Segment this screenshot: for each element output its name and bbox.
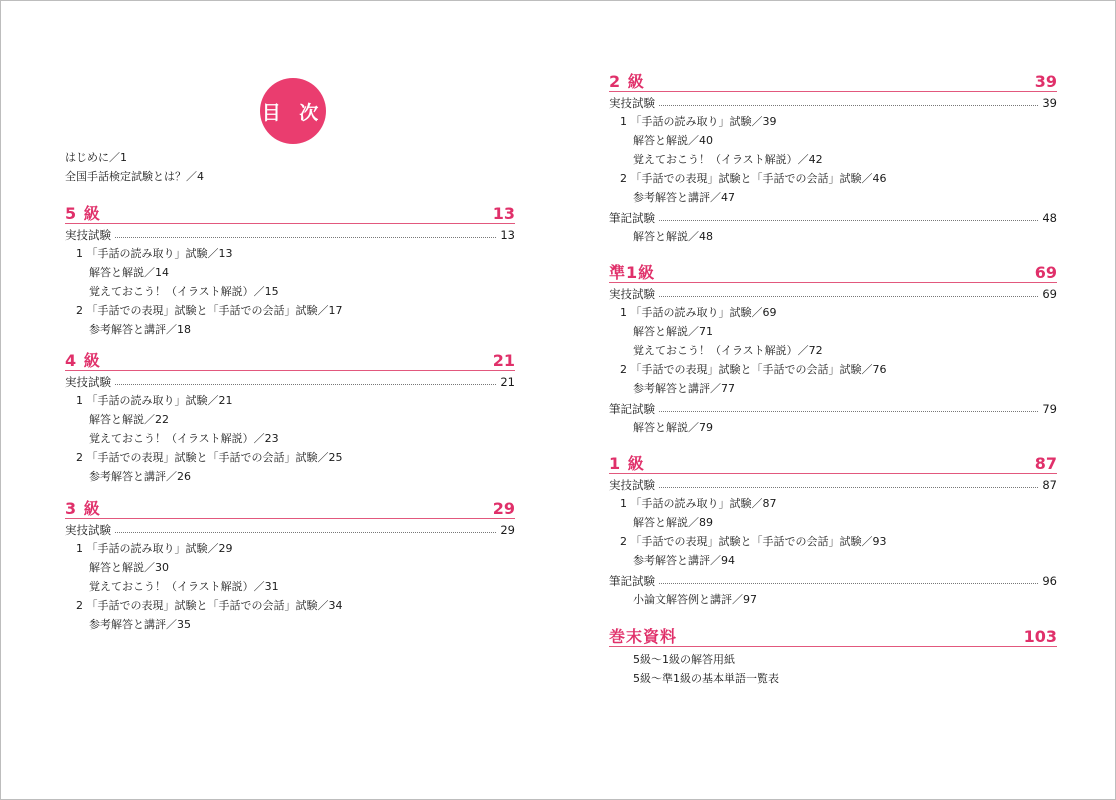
section-grade-1 <box>609 453 1057 609</box>
subsection-page: 79 <box>1042 401 1057 416</box>
subsection-page: 69 <box>1042 286 1057 301</box>
toc-entry[interactable]: 覚えておこう！（イラスト解説）／42 <box>633 153 823 166</box>
leader-dots <box>115 237 496 238</box>
subsection-written[interactable] <box>609 208 1057 227</box>
section-heading[interactable] <box>65 203 515 224</box>
section-heading[interactable] <box>609 453 1057 474</box>
subsection-page: 21 <box>500 374 515 389</box>
subsection-label: 実技試験 <box>65 227 111 242</box>
toc-entry[interactable]: 参考解答と講評／47 <box>633 191 735 204</box>
leader-dots <box>659 411 1038 412</box>
toc-entry[interactable]: 2 「手話での表現」試験と「手話での会話」試験／76 <box>620 363 887 376</box>
leader-dots <box>115 532 496 533</box>
subsection-page: 29 <box>500 522 515 537</box>
subsection-page: 96 <box>1042 573 1057 588</box>
toc-entry[interactable]: 覚えておこう！（イラスト解説）／31 <box>89 580 279 593</box>
section-grade-4 <box>65 350 515 486</box>
toc-entry[interactable]: 参考解答と講評／77 <box>633 382 735 395</box>
subsection-page: 48 <box>1042 210 1057 225</box>
toc-entry[interactable]: 5級〜準1級の基本単語一覧表 <box>633 672 779 685</box>
toc-entry[interactable]: 1 「手話の読み取り」試験／39 <box>620 115 777 128</box>
intro-item-2[interactable]: 全国手話検定試験とは？／4 <box>65 170 204 183</box>
section-heading[interactable] <box>65 498 515 519</box>
subsection-written[interactable] <box>609 571 1057 590</box>
section-heading[interactable] <box>609 626 1057 647</box>
intro-item-1[interactable]: はじめに／1 <box>65 151 127 164</box>
section-page: 69 <box>1034 263 1057 282</box>
toc-entry[interactable]: 2 「手話での表現」試験と「手話での会話」試験／25 <box>76 451 343 464</box>
toc-entry[interactable]: 小論文解答例と講評／97 <box>633 593 757 606</box>
section-page: 13 <box>492 204 515 223</box>
leader-dots <box>659 220 1038 221</box>
section-heading[interactable] <box>609 262 1057 283</box>
toc-title-badge: 目 次 <box>260 78 326 144</box>
subsection-practical[interactable] <box>65 225 515 244</box>
toc-entry[interactable]: 1 「手話の読み取り」試験／29 <box>76 542 233 555</box>
toc-entry[interactable]: 2 「手話での表現」試験と「手話での会話」試験／34 <box>76 599 343 612</box>
leader-dots <box>659 296 1038 297</box>
subsection-practical[interactable] <box>609 93 1057 112</box>
section-title: 2 級 <box>609 72 645 91</box>
toc-entry[interactable]: 5級〜1級の解答用紙 <box>633 653 735 666</box>
toc-entry[interactable]: 解答と解説／30 <box>89 561 169 574</box>
subsection-label: 実技試験 <box>609 286 655 301</box>
toc-entry[interactable]: 2 「手話での表現」試験と「手話での会話」試験／93 <box>620 535 887 548</box>
section-grade-5 <box>65 203 515 339</box>
leader-dots <box>659 583 1038 584</box>
leader-dots <box>115 384 496 385</box>
section-heading[interactable] <box>65 350 515 371</box>
subsection-page: 87 <box>1042 477 1057 492</box>
section-page: 39 <box>1034 72 1057 91</box>
toc-entry[interactable]: 参考解答と講評／35 <box>89 618 191 631</box>
leader-dots <box>659 105 1038 106</box>
toc-entry[interactable]: 2 「手話での表現」試験と「手話での会話」試験／46 <box>620 172 887 185</box>
toc-entry[interactable]: 2 「手話での表現」試験と「手話での会話」試験／17 <box>76 304 343 317</box>
section-title: 3 級 <box>65 499 101 518</box>
section-grade-pre-1 <box>609 262 1057 437</box>
toc-entry[interactable]: 参考解答と講評／26 <box>89 470 191 483</box>
section-page: 29 <box>492 499 515 518</box>
toc-entry[interactable]: 参考解答と講評／18 <box>89 323 191 336</box>
section-grade-3 <box>65 498 515 634</box>
toc-entry[interactable]: 解答と解説／48 <box>633 230 713 243</box>
toc-entry[interactable]: 覚えておこう！（イラスト解説）／15 <box>89 285 279 298</box>
toc-entry[interactable]: 解答と解説／89 <box>633 516 713 529</box>
section-title: 4 級 <box>65 351 101 370</box>
toc-entry[interactable]: 覚えておこう！（イラスト解説）／72 <box>633 344 823 357</box>
subsection-label: 実技試験 <box>609 95 655 110</box>
subsection-label: 筆記試験 <box>609 210 655 225</box>
toc-entry[interactable]: 解答と解説／14 <box>89 266 169 279</box>
subsection-practical[interactable] <box>609 475 1057 494</box>
leader-dots <box>659 487 1038 488</box>
subsection-practical[interactable] <box>609 284 1057 303</box>
section-page: 21 <box>492 351 515 370</box>
subsection-page: 39 <box>1042 95 1057 110</box>
subsection-practical[interactable] <box>65 520 515 539</box>
section-appendix <box>609 626 1057 688</box>
subsection-written[interactable] <box>609 399 1057 418</box>
toc-entry[interactable]: 1 「手話の読み取り」試験／87 <box>620 497 777 510</box>
subsection-label: 実技試験 <box>65 374 111 389</box>
section-title: 準1級 <box>609 263 656 282</box>
section-page: 87 <box>1034 454 1057 473</box>
section-title: 1 級 <box>609 454 645 473</box>
section-page: 103 <box>1023 627 1057 646</box>
toc-entry[interactable]: 解答と解説／71 <box>633 325 713 338</box>
subsection-label: 筆記試験 <box>609 401 655 416</box>
toc-entry[interactable]: 覚えておこう！（イラスト解説）／23 <box>89 432 279 445</box>
section-heading[interactable] <box>609 71 1057 92</box>
subsection-label: 筆記試験 <box>609 573 655 588</box>
toc-entry[interactable]: 解答と解説／79 <box>633 421 713 434</box>
section-grade-2 <box>609 71 1057 246</box>
toc-entry[interactable]: 参考解答と講評／94 <box>633 554 735 567</box>
toc-entry[interactable]: 1 「手話の読み取り」試験／21 <box>76 394 233 407</box>
subsection-page: 13 <box>500 227 515 242</box>
section-title: 5 級 <box>65 204 101 223</box>
toc-entry[interactable]: 解答と解説／22 <box>89 413 169 426</box>
toc-entry[interactable]: 1 「手話の読み取り」試験／69 <box>620 306 777 319</box>
section-title: 巻末資料 <box>609 627 678 646</box>
subsection-label: 実技試験 <box>609 477 655 492</box>
toc-entry[interactable]: 1 「手話の読み取り」試験／13 <box>76 247 233 260</box>
subsection-label: 実技試験 <box>65 522 111 537</box>
toc-entry[interactable]: 解答と解説／40 <box>633 134 713 147</box>
subsection-practical[interactable] <box>65 372 515 391</box>
